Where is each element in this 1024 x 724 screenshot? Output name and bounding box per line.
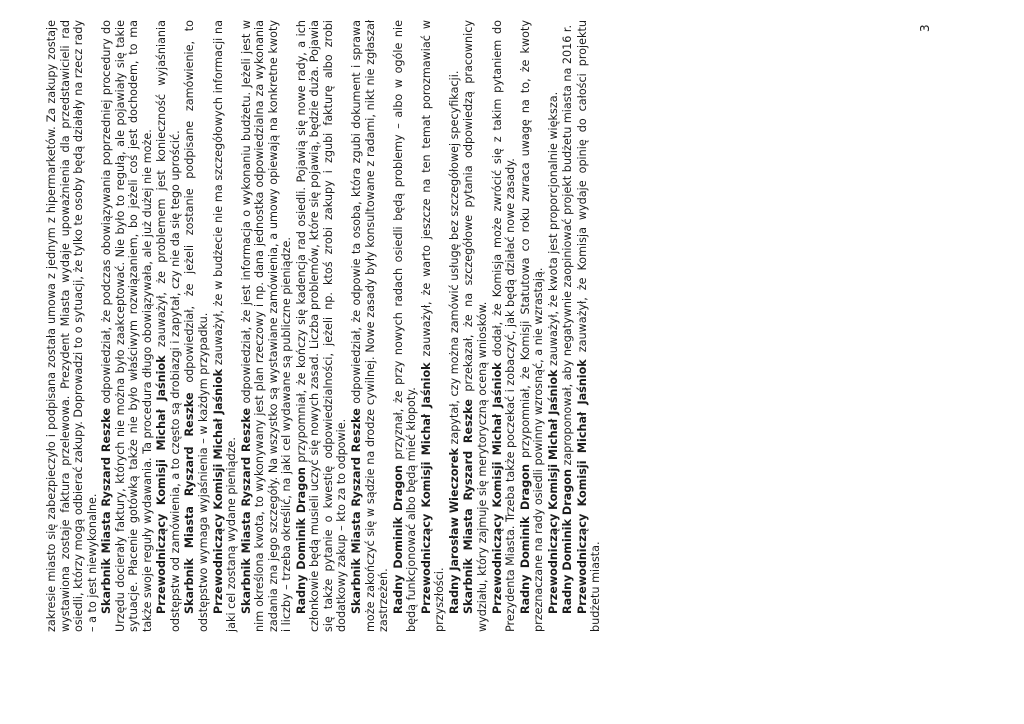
paragraph-13: Przewodniczący Komisji Michał Jaśniok dodał, że Komisja może zwrócić się z takim pytaniem do Prezydenta Miasta. Trzeba także poczekać i zobaczyć, jak będą działać nowe zasady. <box>490 20 518 632</box>
paragraph-2: Skarbnik Miasta Ryszard Reszke odpowiedział, że podczas obowiązywania poprzedniej procedury do Urzędu docierały faktury, których nie można było zaakceptować. Nie było to regułą, ale pojawiały się takie sytuacje. Płacenie gotówką także nie było właściwym rozwiązaniem, bo jeżeli coś jest dochodem, to ma także swoje reguły wydawania. Ta procedura długo obowiązywała, ale już dużej nie może. <box>100 20 154 632</box>
paragraph-9: Radny Dominik Dragon przyznał, że przy nowych radach osiedli będą problemy – albo w ogóle nie będą funkcjonować albo będą mieć kłopoty. <box>391 20 419 632</box>
speaker-name: Przewodniczący Komisji Michał Jaśniok <box>155 355 169 614</box>
speaker-name: Radny Jarosław Wieczorek <box>447 448 461 614</box>
document-text <box>45 20 604 632</box>
paragraph-12: Skarbnik Miasta Ryszard Reszke przekazał, że na szczegółowe pytania odpowiedzą pracownicy wydziału, który zajmuje się merytoryczną oceną wniosków. <box>462 20 489 632</box>
paragraph-1: zakresie miasto się zabezpieczyło i podpisana została umowa z jednym z hipermarketów. Za zakupy zostaje wystawiona zostaje faktura przelewowa. Prezydent Miasta wydaje upoważnienia dla przedstawicieli rad osiedli, którzy mogą odbierać zakupy. Doprowadzi to o sytuacji, że tylko te osoby będą działały na rzecz rady – a to jest niewykonalne. <box>45 20 99 632</box>
speaker-name: Przewodniczący Komisji Michał Jaśniok <box>211 368 225 614</box>
speaker-name: Radny Dominik Dragon <box>561 469 575 614</box>
paragraph-15: Przewodniczący Komisji Michał Jaśniok zauważył, że kwota jest proporcjonalnie większa. <box>546 91 560 614</box>
paragraph-4: Skarbnik Miasta Ryszard Reszke odpowiedział, że jeżeli zostanie podpisane zamówienie, to odstępstwo wymaga wyjaśnienia – w każdym przypadku. <box>183 20 211 632</box>
speaker-name: Przewodniczący Komisji Michał Jaśniok <box>575 359 589 614</box>
paragraph-6: Skarbnik Miasta Ryszard Reszke odpowiedział, że jest informacja o wykonaniu budżetu. Jeżeli jest w nim określona kwota, to wykonywany jest plan rzeczowy i np. dana jednostka odpowiedzialna za wykonania zadania zna jego szczegóły. Na wszystko są wystawiane zamówienia, a umowy opiewają na konkretne kwoty i liczby – trzeba określić, na jaki cel wydawane są publiczne pieniądze. <box>239 20 294 632</box>
paragraph-17: Przewodniczący Komisji Michał Jaśniok zauważył, że Komisja wydaje opinię do całości projektu budżetu miasta. <box>575 20 603 632</box>
paragraph-10: Przewodniczący Komisji Michał Jaśniok zauważył, że warto jeszcze na ten temat porozmawiać w przyszłości. <box>419 20 447 632</box>
speaker-name: Przewodniczący Komisji Michał Jaśniok <box>546 369 560 614</box>
speaker-name: Radny Dominik Dragon <box>518 464 532 614</box>
speaker-name: Skarbnik Miasta Ryszard Reszke <box>462 399 476 614</box>
paragraph-8: Skarbnik Miasta Ryszard Reszke odpowiedział, że odpowie ta osoba, która zgubi dokument i sprawa może zakończyć się w sądzie na drodze cywilnej. Nowe zasady były konsultowane z radami, nikt nie zgłaszał zastrzeżeń. <box>350 20 391 632</box>
paragraph-11: Radny Jarosław Wieczorek zapytał, czy można zamówić usługę bez szczegółowej specyfikacji. <box>447 70 461 614</box>
speaker-name: Radny Dominik Dragon <box>294 467 308 614</box>
paragraph-16: Radny Dominik Dragon zaproponował, aby negatywnie zaopiniować projekt budżetu miasta na 2016 r. <box>561 24 575 614</box>
speaker-name: Przewodniczący Komisji Michał Jaśniok <box>419 362 433 614</box>
speaker-name: Skarbnik Miasta Ryszard Reszke <box>239 407 253 614</box>
paragraph-14: Radny Dominik Dragon przypomniał, że Komisji Statutowa co roku zwraca uwagę na to, że kwoty przeznaczane na rady osiedli powinny wzrosnąć, a nie wzrastają. <box>518 20 546 632</box>
speaker-name: Skarbnik Miasta Ryszard Reszke <box>183 392 197 614</box>
speaker-name: Radny Dominik Dragon <box>391 465 405 614</box>
page-number: 3 <box>918 24 932 32</box>
paragraph-3: Przewodniczący Komisji Michał Jaśniok zauważył, że problemem jest konieczność wyjaśniania odstępstw od zamówienia, a to często są drobiazgi i zapytał, czy nie da się tego uprościć. <box>155 20 182 632</box>
speaker-name: Skarbnik Miasta Ryszard Reszke <box>350 408 364 614</box>
paragraph-7: Radny Dominik Dragon przypomniał, że kończy się kadencja rad osiedli. Pojawią się nowe rady, a ich członkowie będą musieli uczyć się nowych zasad. Liczba problemów, które się pojawią, będzie duża. Pojawia się także pytanie o kwestię odpowiedzialności, jeżeli np. ktoś zrobi zakupy i zgubi fakturę albo zrobi dodatkowy zakup – kto za to odpowie. <box>294 19 349 632</box>
speaker-name: Przewodniczący Komisji Michał Jaśniok <box>490 362 504 614</box>
speaker-name: Skarbnik Miasta Ryszard Reszke <box>100 408 114 614</box>
paragraph-5: Przewodniczący Komisji Michał Jaśniok zauważył, że w budżecie nie ma szczegółowych informacji na jaki cel zostaną wydane pieniądze. <box>211 20 239 632</box>
rotated-page <box>45 20 945 632</box>
